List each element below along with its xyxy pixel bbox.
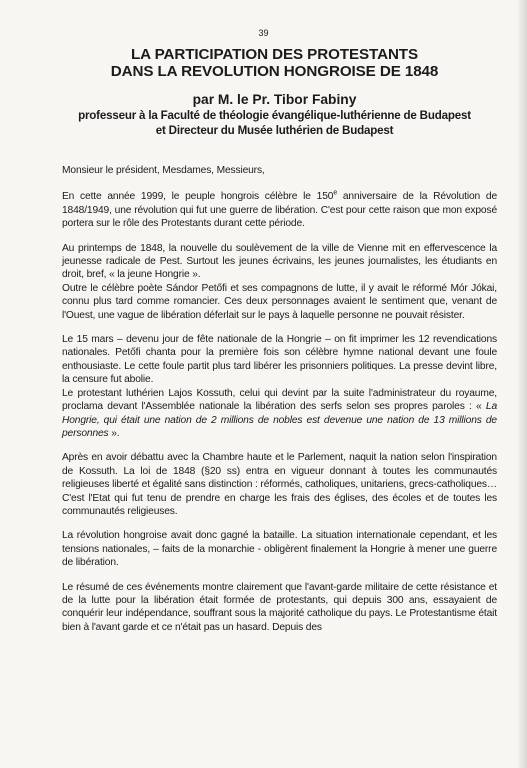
title-line-2: DANS LA REVOLUTION HONGROISE DE 1848 [110, 63, 439, 80]
page-title [52, 46, 497, 80]
paragraph-5 [62, 387, 497, 441]
paragraph-6: Après en avoir débattu avec la Chambre haute et le Parlement, naquit la nation selon l'inspiration de Kossuth. La loi de 1848 (§20 ss) entra en vigueur donnant à toutes les communautés religieuses liberté et égalité sans distinction : réformés, catholiques, unitariens, grecs-catholiques… C'est l'Etat qui fut tenu de prendre en charge les frais des églises, des écoles et de toutes les communautés religieuses. [62, 452, 497, 517]
affiliation-line-2: et Directeur du Musée luthérien de Budapest [155, 124, 394, 137]
paragraph-7: La révolution hongroise avait donc gagné la bataille. La situation internationale cependant, et les tensions nationales, – faits de la monarchie - obligèrent finalement la Hongrie à mener une guerre de libération. [62, 530, 497, 569]
title-line-1: LA PARTICIPATION DES PROTESTANTS [130, 46, 419, 63]
paragraph-1 [62, 190, 497, 230]
paragraph-1-text-a: En cette année 1999, le peuple hongrois célèbre le 150 [62, 191, 334, 203]
page-number: 39 [258, 28, 269, 38]
affiliation-line-1: professeur à la Faculté de théologie évangélique-luthérienne de Budapest [78, 109, 471, 122]
affiliation [52, 108, 497, 138]
page-edge-shadow [517, 0, 527, 768]
kossuth-quote: La Hongrie, qui était une nation de 2 millions de nobles est devenue une nation de 13 millions de personnes [62, 401, 497, 439]
superscript: e [333, 190, 338, 197]
salutation: Monsieur le président, Mesdames, Messieurs, [62, 165, 265, 176]
paragraph-8: Le résumé de ces événements montre clairement que l'avant-garde militaire de cette résistance et de la lutte pour la libération était formée de protestants, qui depuis 300 ans, essayaient de conquérir leur indépendance, souffrant sous la majorité catholique du pays. Le Protestantisme était bien à l'avant garde et ce n'était pas un hasard. Depuis des [62, 581, 497, 633]
paragraph-5-text-a: Le protestant luthérien Lajos Kossuth, celui qui devint par la suite l'administrateur du royaume, proclama devant l'Assemblée nationale la libération des serfs selon ses propres paroles : « [62, 387, 497, 413]
paragraph-1-text-b: anniversaire de la Révolution de 1848/1949, une révolution qui fut une guerre de libération. C'est pour cette raison que mon exposé portera sur le rôle des Protestants durant cette période. [62, 191, 498, 230]
paragraph-5-text-b: ». [108, 427, 120, 439]
paragraph-2: Au printemps de 1848, la nouvelle du soulèvement de la ville de Vienne mit en effervescence la jeunesse radicale de Pest. Surtout les jeunes écrivains, les jeunes journalistes, les étudiants en droit, bref, « la jeune Hongrie ». [62, 242, 497, 281]
paragraph-3: Outre le célèbre poète Sándor Petőfi et ses compagnons de lutte, il y avait le réformé Mór Jókai, connu plus tard comme romancier. Ces deux personnages avaient le sentiment que, venant de l'Ouest, une vague de libération déferlait sur le pays à laquelle personne ne pouvait résister. [62, 282, 497, 321]
author: par M. le Pr. Tibor Fabiny [192, 92, 357, 107]
body-text [62, 164, 497, 634]
paragraph-4: Le 15 mars – devenu jour de fête nationale de la Hongrie – on fit imprimer les 12 revendications nationales. Petőfi chanta pour la première fois son célèbre hymne national devant une foule enthousiaste. Le cette foule partit plus tard libérer les prisonniers politiques. La presse devint libre, la censure fut abolie. [62, 334, 497, 386]
